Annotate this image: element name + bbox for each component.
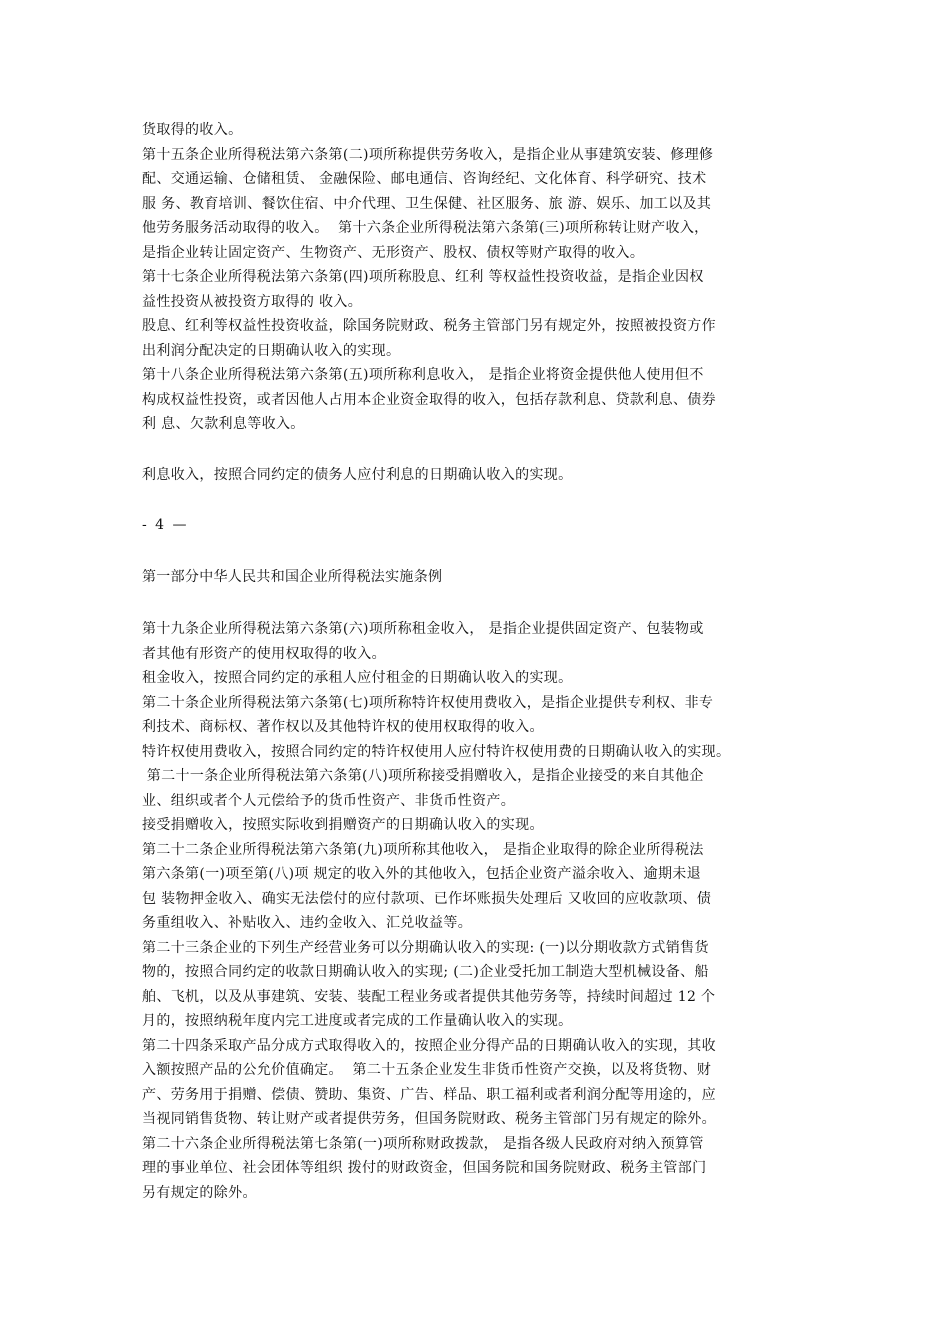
text-line: 第二十一条企业所得税法第六条第(八)项所称接受捐赠收入，是指企业接受的来自其他企 bbox=[142, 768, 704, 784]
text-line: 货取得的收入。 bbox=[142, 122, 243, 138]
text-line: 产、劳务用于捐赠、偿债、赞助、集资、广告、样品、职工福利或者利润分配等用途的，应 bbox=[142, 1086, 716, 1103]
text-line: 舶、飞机，以及从事建筑、安装、装配工程业务或者提供其他劳务等，持续时间超过 12 个 bbox=[142, 988, 716, 1005]
text-line: 第六条第(一)项至第(八)项 规定的收入外的其他收入，包括企业资产溢余收入、逾期未退 bbox=[142, 866, 701, 882]
text-block-3 bbox=[142, 617, 818, 1205]
text-line: 是指企业转让固定资产、生物资产、无形资产、股权、债权等财产取得的收入。 bbox=[142, 244, 645, 261]
text-line: 利技术、商标权、著作权以及其他特许权的使用权取得的收入。 bbox=[142, 719, 544, 735]
document-page bbox=[142, 118, 818, 1205]
text-line: 另有规定的除外。 bbox=[142, 1184, 257, 1201]
text-line: 第二十四条采取产品分成方式取得收入的，按照企业分得产品的日期确认收入的实现，其收 bbox=[142, 1037, 716, 1054]
text-line: 第十五条企业所得税法第六条第(二)项所称提供劳务收入，是指企业从事建筑安装、修理修 bbox=[142, 146, 714, 163]
text-line: 业、组织或者个人元偿给予的货币性资产、非货币性资产。 bbox=[142, 792, 516, 809]
text-line: 第十八条企业所得税法第六条第(五)项所称利息收入， 是指企业将资金提供他人使用但不 bbox=[142, 367, 704, 383]
text-line: 第二十条企业所得税法第六条第(七)项所称特许权使用费收入，是指企业提供专利权、非专 bbox=[142, 694, 714, 711]
text-line: 包 装物押金收入、确实无法偿付的应付款项、已作坏账损失处理后 又收回的应收款项、债 bbox=[142, 890, 712, 907]
text-line: 接受捐赠收入，按照实际收到捐赠资产的日期确认收入的实现。 bbox=[142, 817, 544, 833]
text-line: 构成权益性投资，或者因他人占用本企业资金取得的收入，包括存款利息、贷款利息、债券 bbox=[142, 391, 716, 408]
text-block-2 bbox=[142, 463, 818, 488]
text-line: 特许权使用费收入，按照合同约定的特许权使用人应付特许权使用费的日期确认收入的实现。 bbox=[142, 743, 731, 760]
text-line: 入额按照产品的公允价值确定。 第二十五条企业发生非货币性资产交换，以及将货物、财 bbox=[142, 1062, 712, 1078]
text-line: 当视同销售货物、转让财产或者提供劳务，但国务院财政、税务主管部门另有规定的除外。 bbox=[142, 1111, 716, 1127]
text-line: 理的事业单位、社会团体等组织 拨付的财政资金，但国务院和国务院财政、税务主管部门 bbox=[142, 1160, 707, 1176]
text-line: 配、交通运输、仓储租赁、 金融保险、邮电通信、咨询经纪、文化体育、科学研究、技术 bbox=[142, 171, 707, 187]
text-line: 第二十六条企业所得税法第七条第(一)项所称财政拨款， 是指各级人民政府对纳入预算管 bbox=[142, 1135, 704, 1152]
text-line: 利 息、欠款利息等收入。 bbox=[142, 416, 305, 432]
text-line: 务重组收入、补贴收入、违约金收入、汇兑收益等。 bbox=[142, 915, 473, 931]
text-line: 益性投资从被投资方取得的 收入。 bbox=[142, 293, 363, 310]
text-line: 租金收入，按照合同约定的承租人应付租金的日期确认收入的实现。 bbox=[142, 670, 573, 686]
text-line: 出利润分配决定的日期确认收入的实现。 bbox=[142, 342, 401, 359]
text-line: 他劳务服务活动取得的收入。 第十六条企业所得税法第六条第(三)项所称转让财产收入， bbox=[142, 220, 709, 236]
text-line: 物的，按照合同约定的收款日期确认收入的实现; (二)企业受托加工制造大型机械设备、船 bbox=[142, 964, 709, 980]
text-line: 月的，按照纳税年度内完工进度或者完成的工作量确认收入的实现。 bbox=[142, 1013, 573, 1029]
text-line: 者其他有形资产的使用权取得的收入。 bbox=[142, 645, 386, 662]
text-line: 第十七条企业所得税法第六条第(四)项所称股息、红利 等权益性投资收益，是指企业因权 bbox=[142, 269, 704, 285]
section-title: 第一部分中华人民共和国企业所得税法实施条例 bbox=[142, 569, 443, 585]
text-line: 服 务、教育培训、餐饮住宿、中介代理、卫生保健、社区服务、旅 游、娱乐、加工以及其 bbox=[142, 195, 712, 212]
text-line: 利息收入，按照合同约定的债务人应付利息的日期确认收入的实现。 bbox=[142, 466, 573, 483]
page-number: - 4 — bbox=[142, 517, 189, 533]
text-line: 第十九条企业所得税法第六条第(六)项所称租金收入， 是指企业提供固定资产、包装物或 bbox=[142, 621, 704, 637]
text-block-1 bbox=[142, 118, 818, 437]
text-line: 第二十二条企业所得税法第六条第(九)项所称其他收入， 是指企业取得的除企业所得税法 bbox=[142, 841, 704, 858]
text-line: 股息、红利等权益性投资收益，除国务院财政、税务主管部门另有规定外，按照被投资方作 bbox=[142, 318, 716, 334]
text-line: 第二十三条企业的下列生产经营业务可以分期确认收入的实现: (一)以分期收款方式销售货 bbox=[142, 939, 709, 956]
